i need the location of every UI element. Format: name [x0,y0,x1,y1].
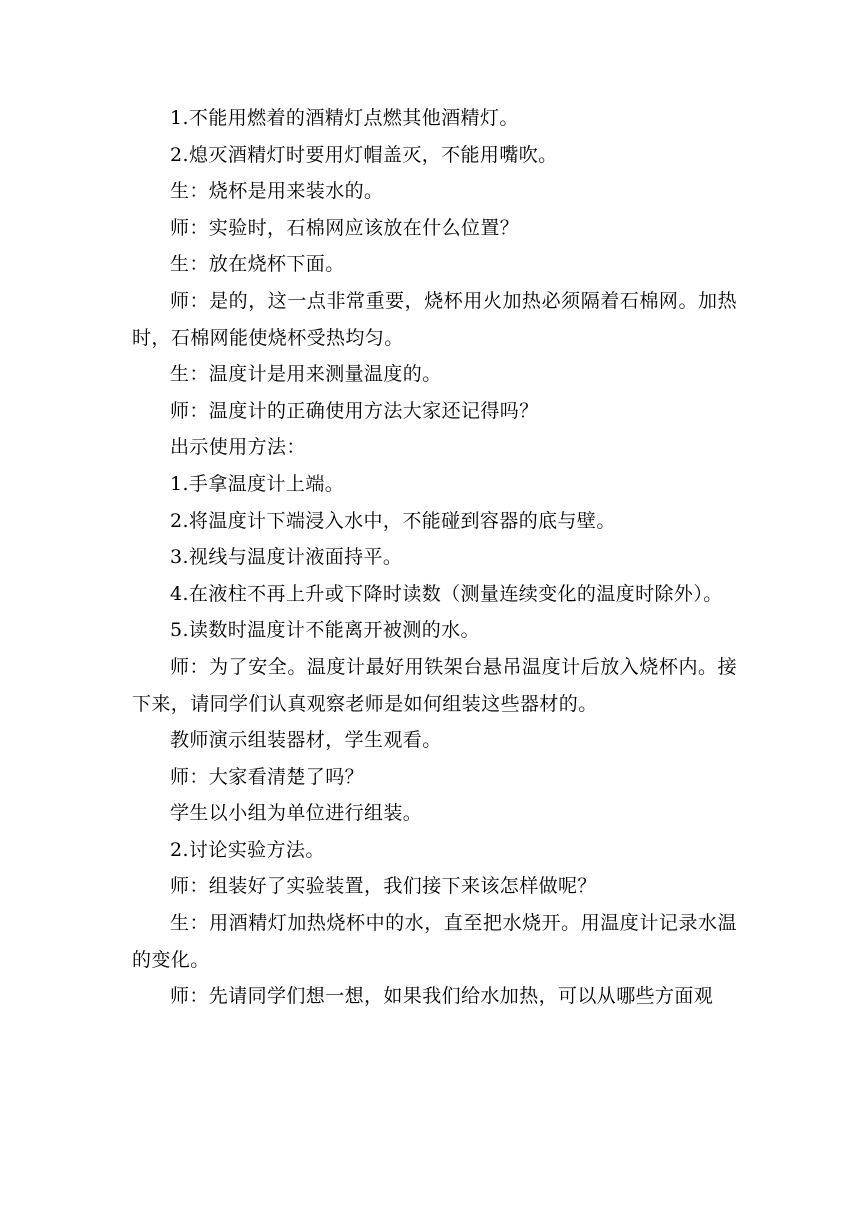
document-body [132,100,737,1015]
paragraph: 师：是的，这一点非常重要，烧杯用火加热必须隔着石棉网。加热时，石棉网能使烧杯受热均匀。 [132,289,737,349]
paragraph: 师：组装好了实验装置，我们接下来该怎样做呢？ [170,875,597,898]
paragraph: 2.熄灭酒精灯时要用灯帽盖灭，不能用嘴吹。 [170,143,558,166]
paragraph: 生：烧杯是用来装水的。 [170,180,384,203]
paragraph: 1.不能用燃着的酒精灯点燃其他酒精灯。 [170,107,519,129]
paragraph: 师：温度计的正确使用方法大家还记得吗？ [170,399,539,422]
paragraph: 1.手拿温度计上端。 [170,472,345,495]
paragraph: 师：实验时，石棉网应该放在什么位置？ [170,216,520,239]
paragraph: 生：用酒精灯加热烧杯中的水，直至把水烧开。用温度计记录水温的变化。 [132,912,737,971]
paragraph: 2.讨论实验方法。 [170,838,325,861]
paragraph: 出示使用方法： [170,436,306,459]
paragraph: 4.在液柱不再上升或下降时读数（测量连续变化的温度时除外）。 [170,582,723,605]
paragraph: 师：为了安全。温度计最好用铁架台悬吊温度计后放入烧杯内。接下来，请同学们认真观察老师是如何组装这些器材的。 [132,655,737,715]
paragraph: 师：大家看清楚了吗？ [170,765,365,788]
paragraph: 教师演示组装器材，学生观看。 [170,729,442,752]
paragraph: 3.视线与温度计液面持平。 [170,546,403,569]
paragraph: 5.读数时温度计不能离开被测的水。 [170,619,480,642]
paragraph: 2.将温度计下端浸入水中，不能碰到容器的底与壁。 [170,509,616,532]
paragraph: 师：先请同学们想一想，如果我们给水加热，可以从哪些方面观 [170,985,714,1008]
paragraph: 生：温度计是用来测量温度的。 [170,363,442,386]
paragraph: 学生以小组为单位进行组装。 [170,802,423,825]
paragraph: 生：放在烧杯下面。 [170,253,345,276]
